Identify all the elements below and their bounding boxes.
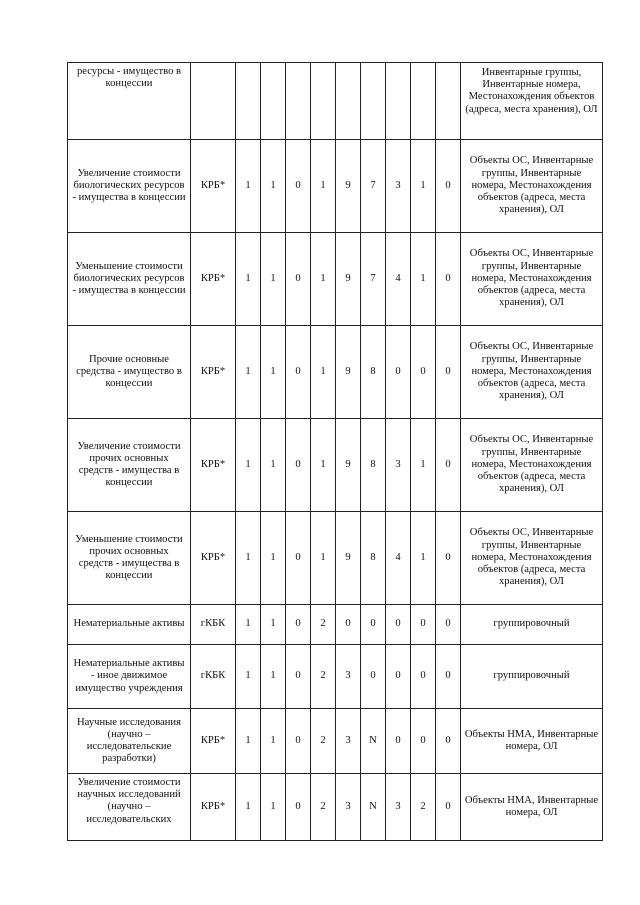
table-row bbox=[68, 709, 603, 774]
digit-cell: 9 bbox=[336, 326, 361, 419]
digit-cell: 1 bbox=[411, 140, 436, 233]
digit-cell: 1 bbox=[236, 233, 261, 326]
digit-cell: 1 bbox=[411, 419, 436, 512]
digit-cell: N bbox=[361, 709, 386, 774]
analytics-objects-cell: Инвентарные группы, Инвентарные номера, Местонахождения объектов (адреса, места хранения), ОЛ bbox=[461, 63, 603, 140]
table-body bbox=[68, 63, 603, 841]
digit-cell: 0 bbox=[436, 774, 461, 841]
digit-cell: 1 bbox=[311, 140, 336, 233]
digit-cell: 0 bbox=[436, 233, 461, 326]
digit-cell bbox=[311, 63, 336, 140]
digit-cell: 0 bbox=[436, 709, 461, 774]
digit-cell: 1 bbox=[236, 645, 261, 709]
digit-cell: 1 bbox=[261, 605, 286, 645]
digit-cell: 1 bbox=[236, 709, 261, 774]
digit-cell: 0 bbox=[386, 709, 411, 774]
digit-cell: 0 bbox=[286, 140, 311, 233]
digit-cell: 8 bbox=[361, 512, 386, 605]
digit-cell: 1 bbox=[311, 419, 336, 512]
analytics-objects-cell: группировочный bbox=[461, 645, 603, 709]
kbk-cell bbox=[191, 63, 236, 140]
digit-cell: 9 bbox=[336, 512, 361, 605]
account-name-cell: Нематериальные активы bbox=[68, 605, 191, 645]
digit-cell bbox=[336, 63, 361, 140]
digit-cell: 7 bbox=[361, 233, 386, 326]
digit-cell: 0 bbox=[436, 605, 461, 645]
digit-cell: 7 bbox=[361, 140, 386, 233]
digit-cell: 1 bbox=[311, 326, 336, 419]
digit-cell: 0 bbox=[286, 605, 311, 645]
digit-cell: 3 bbox=[386, 774, 411, 841]
account-name-cell: Уменьшение стоимости прочих основных средств - имущества в концессии bbox=[68, 512, 191, 605]
digit-cell: 0 bbox=[286, 645, 311, 709]
digit-cell: 0 bbox=[436, 512, 461, 605]
digit-cell: 9 bbox=[336, 233, 361, 326]
digit-cell: N bbox=[361, 774, 386, 841]
digit-cell: 1 bbox=[411, 512, 436, 605]
digit-cell: 1 bbox=[261, 709, 286, 774]
digit-cell: 2 bbox=[311, 774, 336, 841]
table-row bbox=[68, 605, 603, 645]
digit-cell: 0 bbox=[361, 605, 386, 645]
digit-cell: 3 bbox=[336, 774, 361, 841]
kbk-cell: КРБ* bbox=[191, 233, 236, 326]
digit-cell: 9 bbox=[336, 419, 361, 512]
digit-cell: 1 bbox=[236, 774, 261, 841]
digit-cell: 0 bbox=[436, 140, 461, 233]
digit-cell: 1 bbox=[236, 140, 261, 233]
digit-cell: 0 bbox=[336, 605, 361, 645]
digit-cell: 0 bbox=[361, 645, 386, 709]
digit-cell: 4 bbox=[386, 233, 411, 326]
kbk-cell: КРБ* bbox=[191, 140, 236, 233]
digit-cell: 0 bbox=[286, 233, 311, 326]
analytics-objects-cell: Объекты ОС, Инвентарные группы, Инвентарные номера, Местонахождения объектов (адреса, места хранения), ОЛ bbox=[461, 419, 603, 512]
account-name-cell: Нематериальные активы - иное движимое имущество учреждения bbox=[68, 645, 191, 709]
analytics-objects-cell: группировочный bbox=[461, 605, 603, 645]
digit-cell bbox=[386, 63, 411, 140]
digit-cell: 1 bbox=[261, 645, 286, 709]
digit-cell: 2 bbox=[411, 774, 436, 841]
analytics-objects-cell: Объекты ОС, Инвентарные группы, Инвентарные номера, Местонахождения объектов (адреса, места хранения), ОЛ bbox=[461, 512, 603, 605]
digit-cell: 8 bbox=[361, 326, 386, 419]
kbk-cell: КРБ* bbox=[191, 326, 236, 419]
table-row bbox=[68, 140, 603, 233]
table-row bbox=[68, 419, 603, 512]
account-name-cell: Уменьшение стоимости биологических ресурсов - имущества в концессии bbox=[68, 233, 191, 326]
digit-cell: 1 bbox=[236, 419, 261, 512]
digit-cell bbox=[286, 63, 311, 140]
digit-cell bbox=[261, 63, 286, 140]
kbk-cell: КРБ* bbox=[191, 774, 236, 841]
table-row bbox=[68, 774, 603, 841]
digit-cell: 1 bbox=[236, 326, 261, 419]
digit-cell: 1 bbox=[236, 512, 261, 605]
digit-cell: 0 bbox=[436, 645, 461, 709]
digit-cell: 0 bbox=[411, 326, 436, 419]
digit-cell: 0 bbox=[286, 774, 311, 841]
digit-cell: 1 bbox=[261, 419, 286, 512]
digit-cell: 0 bbox=[436, 326, 461, 419]
digit-cell bbox=[361, 63, 386, 140]
kbk-cell: КРБ* bbox=[191, 419, 236, 512]
digit-cell bbox=[236, 63, 261, 140]
analytics-objects-cell: Объекты НМА, Инвентарные номера, ОЛ bbox=[461, 709, 603, 774]
digit-cell: 1 bbox=[311, 512, 336, 605]
digit-cell: 0 bbox=[411, 605, 436, 645]
digit-cell: 1 bbox=[411, 233, 436, 326]
digit-cell: 3 bbox=[386, 419, 411, 512]
digit-cell: 0 bbox=[411, 645, 436, 709]
table-row bbox=[68, 326, 603, 419]
digit-cell: 0 bbox=[286, 512, 311, 605]
digit-cell: 4 bbox=[386, 512, 411, 605]
digit-cell: 2 bbox=[311, 605, 336, 645]
analytics-objects-cell: Объекты ОС, Инвентарные группы, Инвентарные номера, Местонахождения объектов (адреса, места хранения), ОЛ bbox=[461, 140, 603, 233]
digit-cell: 0 bbox=[386, 645, 411, 709]
analytics-objects-cell: Объекты ОС, Инвентарные группы, Инвентарные номера, Местонахождения объектов (адреса, места хранения), ОЛ bbox=[461, 326, 603, 419]
digit-cell: 3 bbox=[336, 709, 361, 774]
digit-cell bbox=[436, 63, 461, 140]
account-name-cell: ресурсы - имущество в концессии bbox=[68, 63, 191, 140]
digit-cell: 1 bbox=[236, 605, 261, 645]
table-row bbox=[68, 645, 603, 709]
digit-cell: 0 bbox=[286, 709, 311, 774]
digit-cell: 0 bbox=[411, 709, 436, 774]
table-row bbox=[68, 512, 603, 605]
analytics-objects-cell: Объекты ОС, Инвентарные группы, Инвентарные номера, Местонахождения объектов (адреса, места хранения), ОЛ bbox=[461, 233, 603, 326]
digit-cell: 1 bbox=[261, 774, 286, 841]
account-name-cell: Научные исследования (научно – исследовательские разработки) bbox=[68, 709, 191, 774]
accounts-table bbox=[67, 62, 603, 841]
digit-cell: 1 bbox=[311, 233, 336, 326]
kbk-cell: гКБК bbox=[191, 605, 236, 645]
kbk-cell: гКБК bbox=[191, 645, 236, 709]
table-row bbox=[68, 233, 603, 326]
kbk-cell: КРБ* bbox=[191, 709, 236, 774]
analytics-objects-cell: Объекты НМА, Инвентарные номера, ОЛ bbox=[461, 774, 603, 841]
account-name-cell: Увеличение стоимости прочих основных средств - имущества в концессии bbox=[68, 419, 191, 512]
digit-cell bbox=[411, 63, 436, 140]
account-name-cell: Увеличение стоимости биологических ресурсов - имущества в концессии bbox=[68, 140, 191, 233]
digit-cell: 0 bbox=[436, 419, 461, 512]
digit-cell: 0 bbox=[286, 326, 311, 419]
kbk-cell: КРБ* bbox=[191, 512, 236, 605]
digit-cell: 2 bbox=[311, 645, 336, 709]
account-name-cell: Увеличение стоимости научных исследований (научно – исследовательских bbox=[68, 774, 191, 841]
digit-cell: 3 bbox=[336, 645, 361, 709]
digit-cell: 0 bbox=[386, 326, 411, 419]
digit-cell: 8 bbox=[361, 419, 386, 512]
table-row bbox=[68, 63, 603, 140]
digit-cell: 1 bbox=[261, 326, 286, 419]
digit-cell: 9 bbox=[336, 140, 361, 233]
digit-cell: 1 bbox=[261, 512, 286, 605]
digit-cell: 0 bbox=[386, 605, 411, 645]
digit-cell: 1 bbox=[261, 233, 286, 326]
digit-cell: 2 bbox=[311, 709, 336, 774]
digit-cell: 0 bbox=[286, 419, 311, 512]
account-name-cell: Прочие основные средства - имущество в концессии bbox=[68, 326, 191, 419]
digit-cell: 3 bbox=[386, 140, 411, 233]
digit-cell: 1 bbox=[261, 140, 286, 233]
